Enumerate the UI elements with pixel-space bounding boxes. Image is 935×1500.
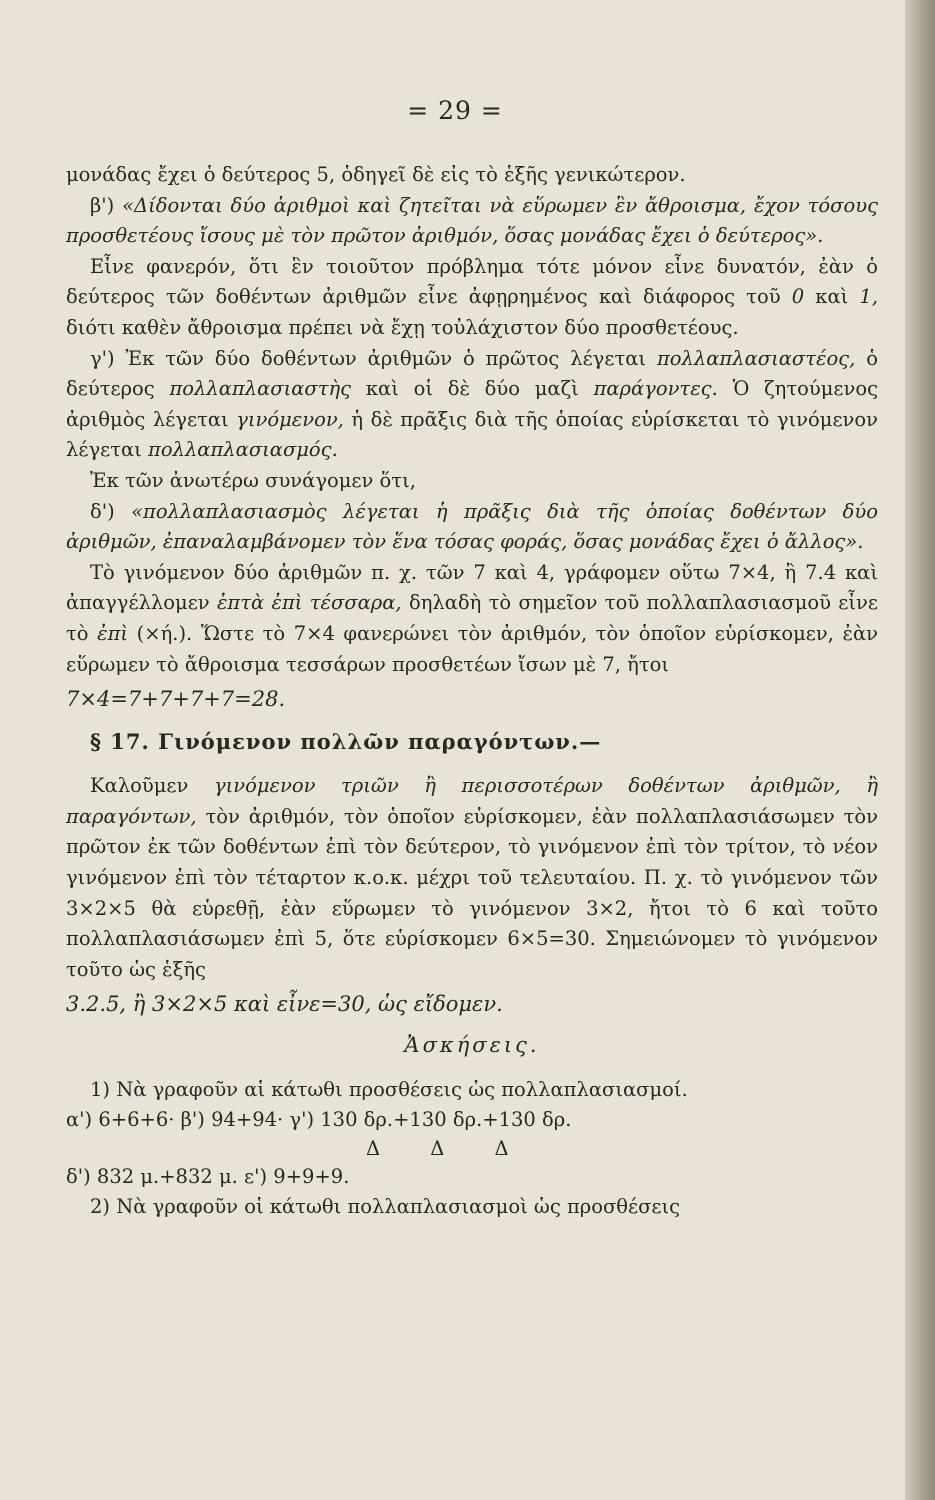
text-span: (×ή.). Ὥστε τὸ 7×4 φανερώνει τὸν ἀριθμόν, τὸν ὁποῖον εὑρίσκομεν, ἐὰν εὕρωμεν τὸ ἄθροισμα τεσσάρων προσθετέων ἴσων μὲ 7, ἤτοι (66, 621, 878, 676)
definition-text: «Δίδονται δύο ἀριθμοὶ καὶ ζητεῖται νὰ εὕρωμεν ἓν ἄθροισμα, ἔχον τόσους προσθετέους ἴσους μὲ τὸν πρῶτον ἀριθμόν, ὅσας μονάδας ἔχει ὁ δεύτερος». (66, 193, 878, 248)
paragraph (66, 252, 878, 344)
text-span: καὶ οἱ δὲ δύο μαζὶ (365, 377, 579, 401)
definition-gamma (66, 344, 878, 466)
item-label: γ') (90, 346, 115, 370)
page-number: = 29 = (407, 96, 503, 125)
exercise-1: 1) Νὰ γραφοῦν αἱ κάτωθι προσθέσεις ὡς πολλαπλασιασμοί. (90, 1077, 688, 1101)
section-title: Γινόμενον πολλῶν παραγόντων.— (158, 728, 602, 754)
page-edge-shadow (905, 0, 935, 1500)
text-span: Καλοῦμεν (90, 774, 189, 798)
item-label: δ') (90, 499, 115, 523)
term: γινόμενον τριῶν ἢ περισσοτέρων δοθέντων ἀριθμῶν, ἢ παραγόντων, (66, 774, 878, 828)
number: 0 (791, 285, 805, 309)
text-span: τὸν ἀριθμόν, τὸν ὁποῖον εὑρίσκομεν, ἐὰν πολλαπλασιάσωμεν τὸν πρῶτον ἐκ τῶν δοθέντων ἐπὶ τὸν δεύτερον, τὸ γινόμενον ἐπὶ τὸν τρίτον, τὸ νέον γινόμενον ἐπὶ τὸν τέταρτον κ.ο.κ. μέχρι τοῦ τελευταίου. Π. χ. τὸ γινόμενον τῶν 3×2×5 θὰ εὑρεθῇ, ἐὰν εὕρωμεν τὸ γινόμενον 3×2, ἤτοι τὸ 6 καὶ τοῦτο πολλαπλασιάσωμεν ἐπὶ 5, ὅτε εὑρίσκομεν 6×5=30. Σημειώνομεν τὸ γινόμενον τοῦτο ὡς ἑξῆς (66, 804, 878, 981)
number: 1, (859, 285, 879, 309)
definition-text: «πολλαπλασιασμὸς λέγεται ἡ πρᾶξις διὰ τῆς ὁποίας δοθέντων δύο ἀριθμῶν, ἐπαναλαμβάνομεν τὸν ἕνα τόσας φοράς, ὅσας μονάδας ἔχει ὁ ἄλλος». (66, 499, 879, 554)
text-span: Ἐκ τῶν δύο δοθέντων ἀριθμῶν ὁ πρῶτος λέγεται (125, 346, 647, 370)
term: γινόμενον, (236, 407, 344, 431)
text-line: μονάδας ἔχει ὁ δεύτερος 5, ὁδηγεῖ δὲ εἰς τὸ ἑξῆς γενικώτερον. (66, 163, 686, 186)
exercises-title: Ἀσκήσεις. (404, 1033, 540, 1058)
term: πολλαπλασιαστέος, (656, 346, 856, 370)
exercise-items: α') 6+6+6· β') 94+94· γ') 130 δρ.+130 δρ.+130 δρ. (66, 1108, 572, 1132)
text-span: διότι καθὲν ἄθροισμα πρέπει νὰ ἔχῃ τοὐλάχιστον δύο προσθετέους. (66, 315, 739, 339)
term: ἐπὶ (97, 621, 129, 645)
text-span: ὁ δεύτερος (66, 346, 878, 401)
paragraph (66, 771, 878, 985)
text-span: δηλαδὴ τὸ σημεῖον τοῦ πολλαπλασιασμοῦ εἶνε τὸ (66, 591, 878, 645)
term: παράγοντες. (593, 377, 718, 401)
text-span: ἡ δὲ πρᾶξις διὰ τῆς ὁποίας εὑρίσκεται τὸ γινόμενον λέγεται (66, 407, 879, 462)
paragraph (66, 558, 878, 680)
text-span: καὶ (815, 285, 849, 309)
text-span: Ὁ ζητούμενος ἀριθμὸς λέγεται (66, 377, 878, 431)
item-label: β') (90, 193, 115, 217)
text-span: Τὸ γινόμενον δύο ἀριθμῶν π. χ. τῶν 7 καὶ 4, γράφομεν οὕτω 7×4, ἢ 7.4 καὶ ἀπαγγέλλομεν (66, 560, 878, 615)
equation: 3.2.5, ἢ 3×2×5 καὶ εἶνε=30, ὡς εἴδομεν. (66, 992, 503, 1017)
exercise-2: 2) Νὰ γραφοῦν οἱ κάτωθι πολλαπλασιασμοὶ ὡς προσθέσεις (90, 1195, 681, 1219)
term: πολλαπλασιαστὴς (169, 377, 352, 401)
section-heading (90, 727, 878, 758)
definition-beta (66, 191, 878, 252)
text-line: Ἐκ τῶν ἀνωτέρω συνάγομεν ὅτι, (90, 468, 416, 492)
delta-marks: Δ Δ Δ (366, 1136, 531, 1160)
term: πολλαπλασιασμός. (148, 438, 338, 462)
page-body (66, 160, 878, 1223)
definition-delta (66, 497, 878, 558)
equation: 7×4=7+7+7+7=28. (66, 687, 286, 712)
text-span: Εἶνε φανερόν, ὅτι ἓν τοιοῦτον πρόβλημα τότε μόνον εἶνε δυνατόν, ἐὰν ὁ δεύτερος τῶν δοθέντων ἀριθμῶν εἶνε ἀφῃρημένος καὶ διάφορος τοῦ (66, 254, 878, 309)
section-number: § 17. (90, 728, 150, 754)
exercise-items: δ') 832 μ.+832 μ. ε') 9+9+9. (66, 1164, 350, 1188)
term: ἑπτὰ ἐπὶ τέσσαρα, (216, 591, 402, 615)
